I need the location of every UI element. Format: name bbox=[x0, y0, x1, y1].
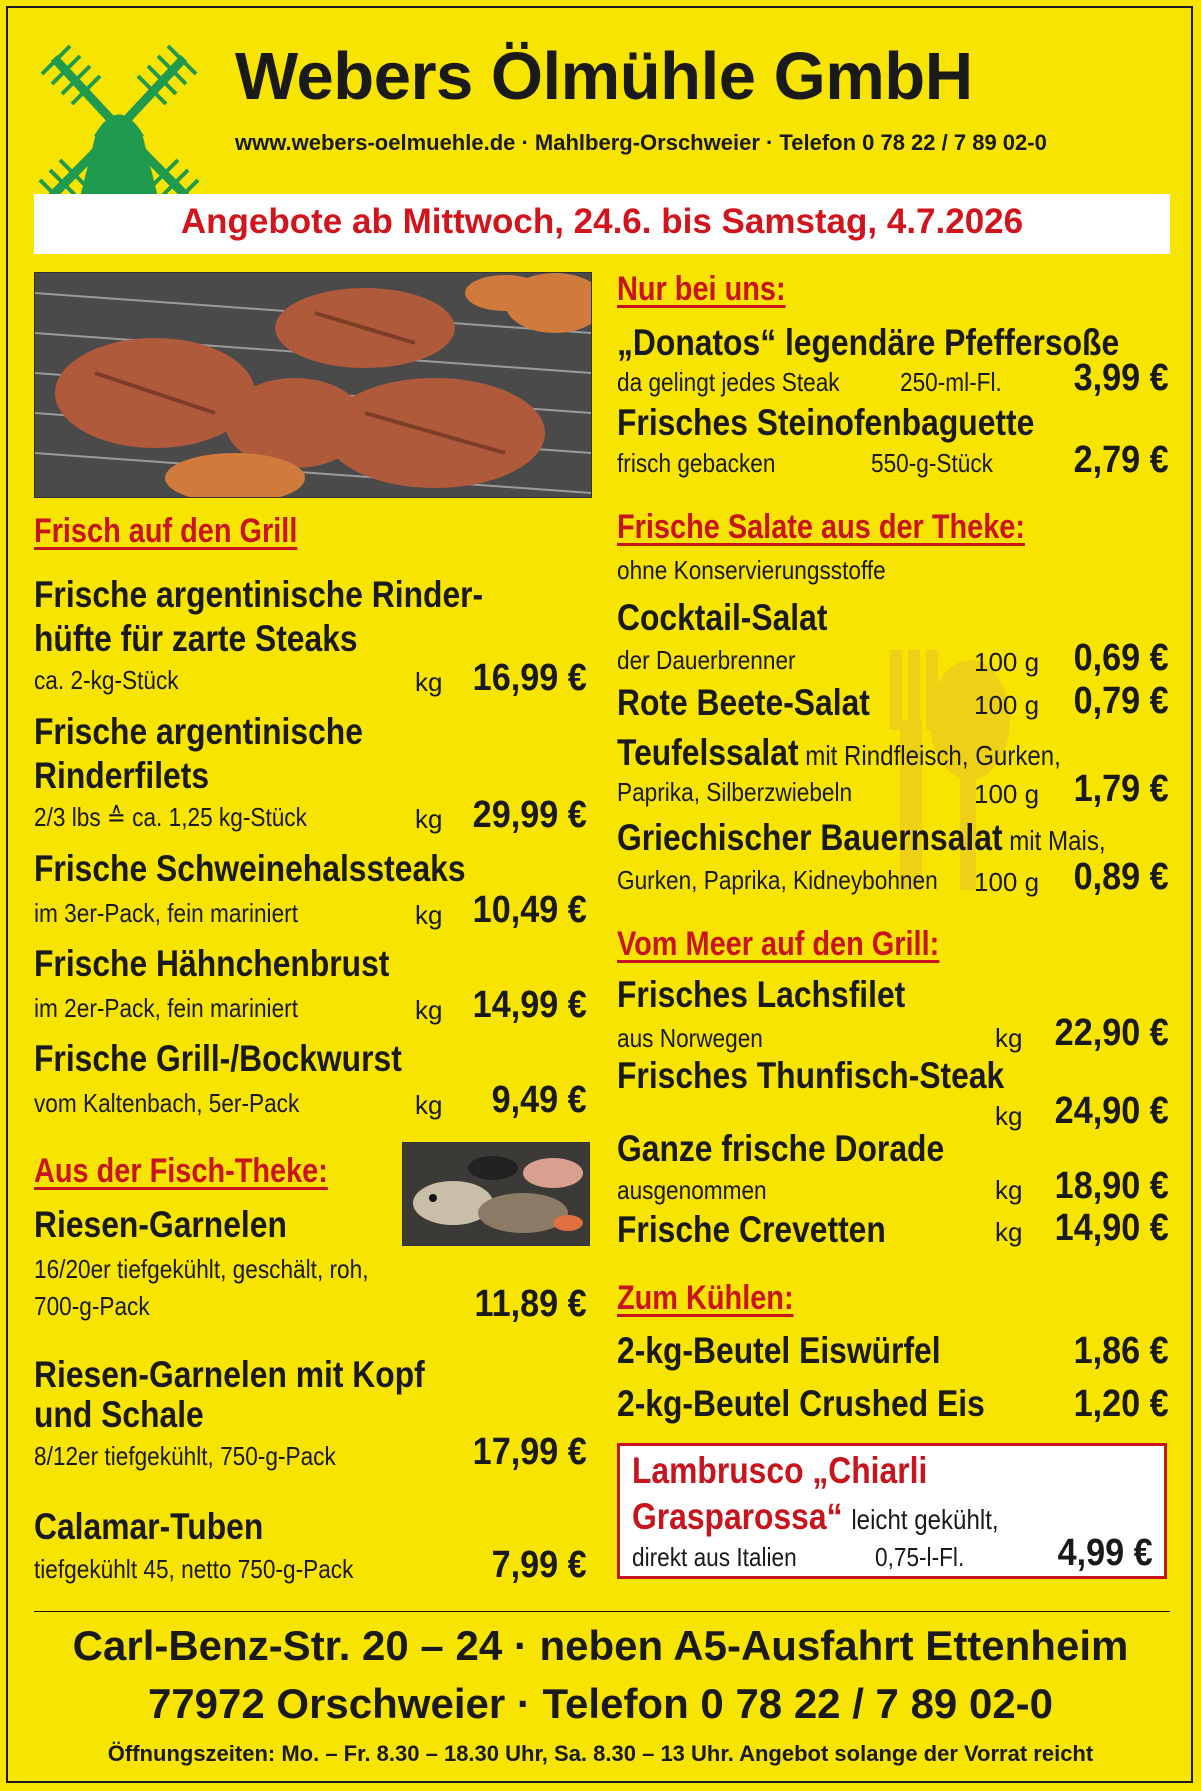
section-grill-heading: Frisch auf den Grill bbox=[34, 512, 298, 550]
item-desc: ausgenommen bbox=[617, 1175, 767, 1205]
item-desc: im 2er-Pack, fein mariniert bbox=[34, 993, 298, 1023]
item-name: und Schale bbox=[34, 1394, 204, 1435]
item-unit: kg bbox=[995, 1023, 1023, 1053]
item-price: 9,49 € bbox=[491, 1079, 587, 1121]
item-unit: kg bbox=[995, 1175, 1023, 1205]
item-name: Rote Beete-Salat bbox=[617, 682, 870, 723]
item-price: 16,99 € bbox=[472, 657, 587, 699]
item-desc: im 3er-Pack, fein mariniert bbox=[34, 898, 298, 928]
item-unit: kg bbox=[995, 1217, 1023, 1247]
item-desc: tiefgekühlt 45, netto 750-g-Pack bbox=[34, 1554, 354, 1584]
item-unit: kg bbox=[995, 1101, 1023, 1131]
item-name-text: Griechischer Bauernsalat bbox=[617, 817, 1003, 858]
item-price: 0,79 € bbox=[1073, 680, 1169, 722]
item-desc: 8/12er tiefgekühlt, 750-g-Pack bbox=[34, 1441, 336, 1471]
item-name: Frische Grill-/Bockwurst bbox=[34, 1038, 402, 1079]
item-desc: frisch gebacken bbox=[617, 448, 776, 478]
item-price: 14,99 € bbox=[472, 984, 587, 1026]
lambrusco-name-text: Grasparossa“ bbox=[632, 1496, 843, 1537]
item-name-extra: mit Rindfleisch, Gurken, bbox=[798, 740, 1061, 771]
item-unit: kg bbox=[415, 1090, 443, 1120]
lambrusco-desc: direkt aus Italien bbox=[632, 1542, 797, 1572]
footer-address: Carl-Benz-Str. 20 – 24 · neben A5-Ausfahrt Ettenheim bbox=[72, 1622, 1129, 1669]
footer-opening-hours: Öffnungszeiten: Mo. – Fr. 8.30 – 18.30 Uhr, Sa. 8.30 – 13 Uhr. Angebot solange der Vorrat reicht bbox=[107, 1741, 1094, 1766]
item-price: 0,89 € bbox=[1073, 856, 1169, 898]
section-salad-note: ohne Konservierungsstoffe bbox=[617, 555, 886, 585]
item-name: Frische argentinische Rinder- bbox=[34, 574, 484, 615]
lambrusco-price: 4,99 € bbox=[1057, 1532, 1153, 1574]
item-price: 10,49 € bbox=[472, 889, 587, 931]
item-price: 14,90 € bbox=[1054, 1207, 1169, 1249]
item-unit: kg bbox=[415, 995, 443, 1025]
item-desc: der Dauerbrenner bbox=[617, 645, 796, 675]
grill-photo bbox=[34, 272, 592, 498]
item-name: Cocktail-Salat bbox=[617, 597, 828, 638]
item-name: Frische Schweinehalssteaks bbox=[34, 848, 466, 889]
item-desc: ca. 2-kg-Stück bbox=[34, 665, 179, 695]
lambrusco-size: 0,75-l-Fl. bbox=[875, 1542, 965, 1572]
item-desc: Gurken, Paprika, Kidneybohnen bbox=[617, 865, 938, 895]
item-name bbox=[617, 732, 1061, 774]
item-name: Frische argentinische bbox=[34, 711, 363, 752]
item-desc: 700-g-Pack bbox=[34, 1291, 150, 1321]
item-unit: 100 g bbox=[974, 867, 1040, 897]
item-name: Ganze frische Dorade bbox=[617, 1128, 945, 1169]
item-unit: 100 g bbox=[974, 690, 1040, 720]
section-cool-heading: Zum Kühlen: bbox=[617, 1279, 794, 1317]
item-name: Frisches Lachsfilet bbox=[617, 974, 906, 1015]
item-price: 1,20 € bbox=[1073, 1383, 1169, 1425]
item-price: 2,79 € bbox=[1073, 439, 1169, 481]
item-desc: aus Norwegen bbox=[617, 1023, 763, 1053]
item-desc: 2/3 lbs ≙ ca. 1,25 kg-Stück bbox=[34, 802, 307, 832]
item-price: 29,99 € bbox=[472, 794, 587, 836]
item-size: 250-ml-Fl. bbox=[900, 367, 1002, 397]
company-title: Webers Ölmühle GmbH bbox=[235, 39, 973, 114]
item-unit: kg bbox=[415, 900, 443, 930]
item-price: 11,89 € bbox=[474, 1283, 587, 1325]
item-unit: kg bbox=[415, 667, 443, 697]
footer-phone: 77972 Orschweier · Telefon 0 78 22 / 7 89 02-0 bbox=[147, 1680, 1054, 1727]
item-name bbox=[617, 817, 1106, 859]
lambrusco-name-2 bbox=[632, 1496, 999, 1538]
fish-photo bbox=[402, 1142, 590, 1246]
item-name: 2-kg-Beutel Eiswürfel bbox=[617, 1330, 941, 1371]
item-desc: vom Kaltenbach, 5er-Pack bbox=[34, 1088, 300, 1118]
item-desc: Paprika, Silberzwiebeln bbox=[617, 777, 853, 807]
item-name: Frisches Steinofenbaguette bbox=[617, 402, 1035, 443]
section-only-heading: Nur bei uns: bbox=[617, 270, 786, 308]
item-unit: kg bbox=[415, 804, 443, 834]
item-size: 550-g-Stück bbox=[871, 448, 993, 478]
item-name-text: Teufelssalat bbox=[617, 732, 799, 773]
item-price: 17,99 € bbox=[472, 1431, 587, 1473]
item-name: Frische Hähnchenbrust bbox=[34, 943, 390, 984]
item-price: 1,79 € bbox=[1073, 768, 1169, 810]
item-name: Frisches Thunfisch-Steak bbox=[617, 1055, 1005, 1096]
item-name: Calamar-Tuben bbox=[34, 1506, 264, 1547]
item-name: Riesen-Garnelen mit Kopf bbox=[34, 1354, 425, 1395]
item-name: „Donatos“ legendäre Pfeffersoße bbox=[617, 322, 1120, 363]
item-unit: 100 g bbox=[974, 647, 1040, 677]
item-name: hüfte für zarte Steaks bbox=[34, 618, 358, 659]
item-unit: 100 g bbox=[974, 779, 1040, 809]
item-desc: 16/20er tiefgekühlt, geschält, roh, bbox=[34, 1254, 369, 1284]
offer-banner bbox=[34, 194, 1170, 254]
offer-dates: Angebote ab Mittwoch, 24.6. bis Samstag, 4.7.2026 bbox=[180, 202, 1024, 241]
footer-divider bbox=[34, 1611, 1170, 1612]
item-desc: da gelingt jedes Steak bbox=[617, 367, 840, 397]
lambrusco-name: Lambrusco „Chiarli bbox=[632, 1450, 928, 1491]
company-subline: www.webers-oelmuehle.de · Mahlberg-Orschweier · Telefon 0 78 22 / 7 89 02-0 bbox=[235, 130, 1047, 155]
item-name: Frische Crevetten bbox=[617, 1209, 886, 1250]
item-name: Riesen-Garnelen bbox=[34, 1204, 287, 1245]
item-name: Rinderfilets bbox=[34, 755, 210, 796]
section-fish-heading: Aus der Fisch-Theke: bbox=[34, 1152, 328, 1190]
item-price: 1,86 € bbox=[1073, 1330, 1169, 1372]
item-name: 2-kg-Beutel Crushed Eis bbox=[617, 1383, 985, 1424]
item-price: 3,99 € bbox=[1073, 357, 1169, 399]
item-name-extra: mit Mais, bbox=[1002, 825, 1106, 856]
item-price: 0,69 € bbox=[1073, 637, 1169, 679]
item-price: 7,99 € bbox=[491, 1544, 587, 1586]
item-price: 24,90 € bbox=[1054, 1090, 1169, 1132]
item-price: 22,90 € bbox=[1054, 1012, 1169, 1054]
section-sea-heading: Vom Meer auf den Grill: bbox=[617, 925, 940, 963]
item-price: 18,90 € bbox=[1054, 1165, 1169, 1207]
section-salad-heading: Frische Salate aus der Theke: bbox=[617, 508, 1025, 546]
lambrusco-extra: leicht gekühlt, bbox=[851, 1504, 999, 1535]
